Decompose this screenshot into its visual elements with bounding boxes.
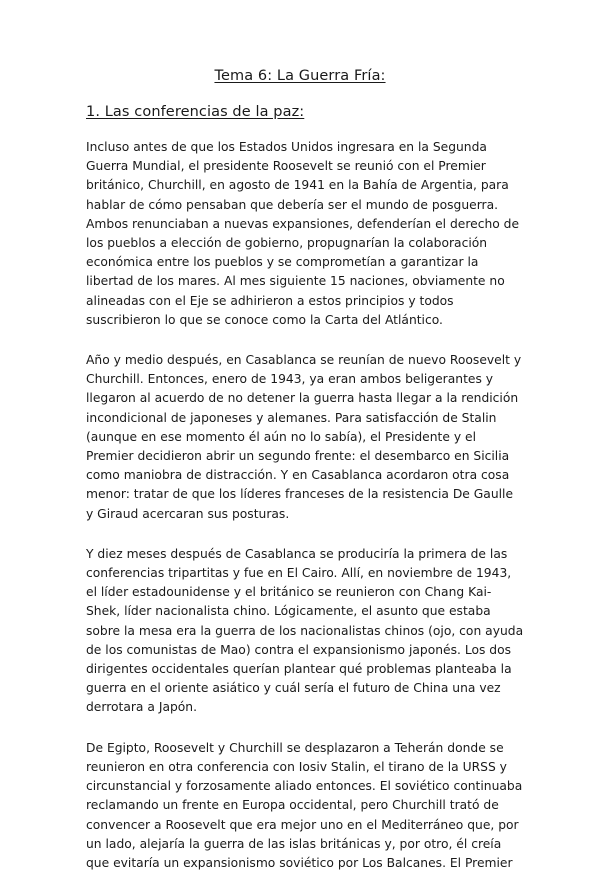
document-title: Tema 6: La Guerra Fría: bbox=[214, 68, 386, 84]
text-line: (aunque en ese momento él aún no lo sabía), el Presidente y el bbox=[86, 429, 477, 444]
text-line: el líder estadounidense y el británico se reunieron con Chang Kai- bbox=[86, 585, 492, 600]
text-line: reclamando un frente en Europa occidental, pero Churchill trató de bbox=[86, 798, 499, 813]
text-line: y Giraud acercaran sus posturas. bbox=[86, 506, 290, 521]
text-line: De Egipto, Roosevelt y Churchill se desplazaron a Teherán donde se bbox=[86, 740, 504, 755]
text-line: incondicional de japoneses y alemanes. Para satisfacción de Stalin bbox=[86, 410, 497, 425]
section-heading: 1. Las conferencias de la paz: bbox=[86, 104, 305, 120]
text-line: sobre la mesa era la guerra de los nacionalistas chinos (ojo, con ayuda bbox=[86, 623, 524, 638]
text-line: económica entre los pueblos y se comprometían a garantizar la bbox=[86, 255, 479, 270]
text-line: de los comunistas de Mao) contra el expansionismo japonés. Los dos bbox=[86, 642, 512, 657]
text-line: llegaron al acuerdo de no detener la guerra hasta llegar a la rendición bbox=[86, 391, 519, 406]
text-line: guerra en el oriente asiático y cuál sería el futuro de China una vez bbox=[86, 681, 501, 696]
text-line: Shek, líder nacionalista chino. Lógicamente, el asunto que estaba bbox=[86, 604, 491, 619]
text-line: Guerra Mundial, el presidente Roosevelt se reunió con el Premier bbox=[86, 159, 486, 174]
paragraph-atlantic-charter bbox=[86, 138, 526, 330]
text-line: como maniobra de distracción. Y en Casablanca acordaron otra cosa bbox=[86, 468, 510, 483]
paragraph-casablanca bbox=[86, 351, 526, 524]
text-line: circunstancial y forzosamente aliado entonces. El soviético continuaba bbox=[86, 779, 523, 794]
text-line: hablar de cómo pensaban que debería ser el mundo de posguerra. bbox=[86, 197, 499, 212]
text-line: que evitaría un expansionismo soviético por Los Balcanes. El Premier bbox=[86, 855, 513, 870]
text-line: un lado, alejaría la guerra de las islas británicas y, por otro, él creía bbox=[86, 836, 502, 851]
text-line: reunieron en otra conferencia con Iosiv Stalin, el tirano de la URSS y bbox=[86, 759, 507, 774]
text-line: Ambos renunciaban a nuevas expansiones, defenderían el derecho de bbox=[86, 216, 520, 231]
text-line: dirigentes occidentales querían plantear qué problemas planteaba la bbox=[86, 662, 512, 677]
paragraph-cairo bbox=[86, 545, 526, 718]
text-line: alineadas con el Eje se adhirieron a estos principios y todos bbox=[86, 293, 454, 308]
text-line: Y diez meses después de Casablanca se produciría la primera de las bbox=[86, 546, 508, 561]
text-line: derrotara a Japón. bbox=[86, 700, 198, 715]
text-line: convencer a Roosevelt que era mejor uno en el Mediterráneo que, por bbox=[86, 817, 519, 832]
text-line: libertad de los mares. Al mes siguiente 15 naciones, obviamente no bbox=[86, 274, 505, 289]
text-line: Premier decidieron abrir un segundo frente: el desembarco en Sicilia bbox=[86, 449, 510, 464]
text-line: los pueblos a elección de gobierno, propugnarían la colaboración bbox=[86, 236, 488, 251]
text-line: británico, Churchill, en agosto de 1941 en la Bahía de Argentia, para bbox=[86, 178, 509, 193]
text-line: Incluso antes de que los Estados Unidos ingresara en la Segunda bbox=[86, 140, 487, 154]
text-line: conferencias tripartitas y fue en El Cairo. Allí, en noviembre de 1943, bbox=[86, 566, 512, 581]
text-line: suscribieron lo que se conoce como la Carta del Atlántico. bbox=[86, 312, 443, 327]
text-line: menor: tratar de que los líderes franceses de la resistencia De Gaulle bbox=[86, 487, 514, 502]
paragraph-teheran bbox=[86, 739, 526, 873]
document-body bbox=[86, 138, 526, 894]
text-line: Año y medio después, en Casablanca se reunían de nuevo Roosevelt y bbox=[86, 353, 522, 368]
text-line: Churchill. Entonces, enero de 1943, ya eran ambos beligerantes y bbox=[86, 372, 494, 387]
